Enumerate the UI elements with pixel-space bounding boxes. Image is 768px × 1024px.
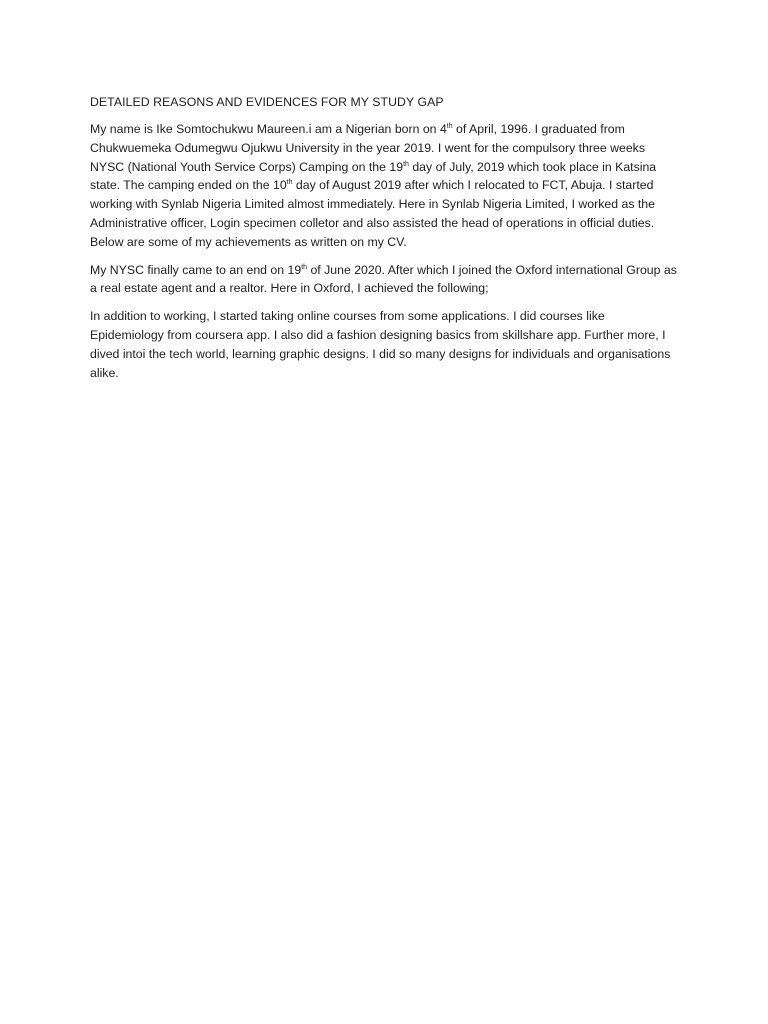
paragraph-background <box>90 120 680 252</box>
ordinal-suffix: th <box>301 263 308 271</box>
paragraph-text: day of August 2019 after which I relocated to FCT, Abuja. I started working with Synlab Nigeria Limited almost immediately. Here in Synlab Nigeria Limited, I worked as the Administrative officer, Login specimen colletor and also assisted the head of operations in official duties. Below are some of my achievements as written on my CV. <box>90 178 655 249</box>
paragraph-text: of June 2020. After which I joined the Oxford international Group as a real estate agent and a realtor. Here in Oxford, I achieved the following; <box>90 262 677 296</box>
paragraph-text: of April, 1996. I graduated from Chukwuemeka Odumegwu Ojukwu University in the year 2019. I went for the compulsory three weeks NYSC (National Youth Service Corps) Camping on the 19 <box>90 122 645 174</box>
ordinal-suffix: th <box>446 123 453 130</box>
paragraph-nysc-end <box>90 261 680 299</box>
paragraph-text: My name is Ike Somtochukwu Maureen.i am a Nigerian born on 4 <box>90 122 447 136</box>
document-title: DETAILED REASONS AND EVIDENCES FOR MY STUDY GAP <box>90 95 444 109</box>
paragraph-text: My NYSC finally came to an end on 19 <box>90 262 302 277</box>
ordinal-suffix: th <box>403 160 409 168</box>
paragraph-online-courses: In addition to working, I started taking online courses from some applications. I did courses like Epidemiology from coursera app. I also did a fashion designing basics from skillshare app. Further more, I dived intoi the tech world, learning graphic designs. I did so many designs for individuals and organisations alike. <box>90 309 671 380</box>
ordinal-suffix: th <box>286 179 293 187</box>
document-page <box>90 93 680 391</box>
paragraph-text: day of July, 2019 which took place in Katsina state. The camping ended on the 10 <box>90 159 657 193</box>
